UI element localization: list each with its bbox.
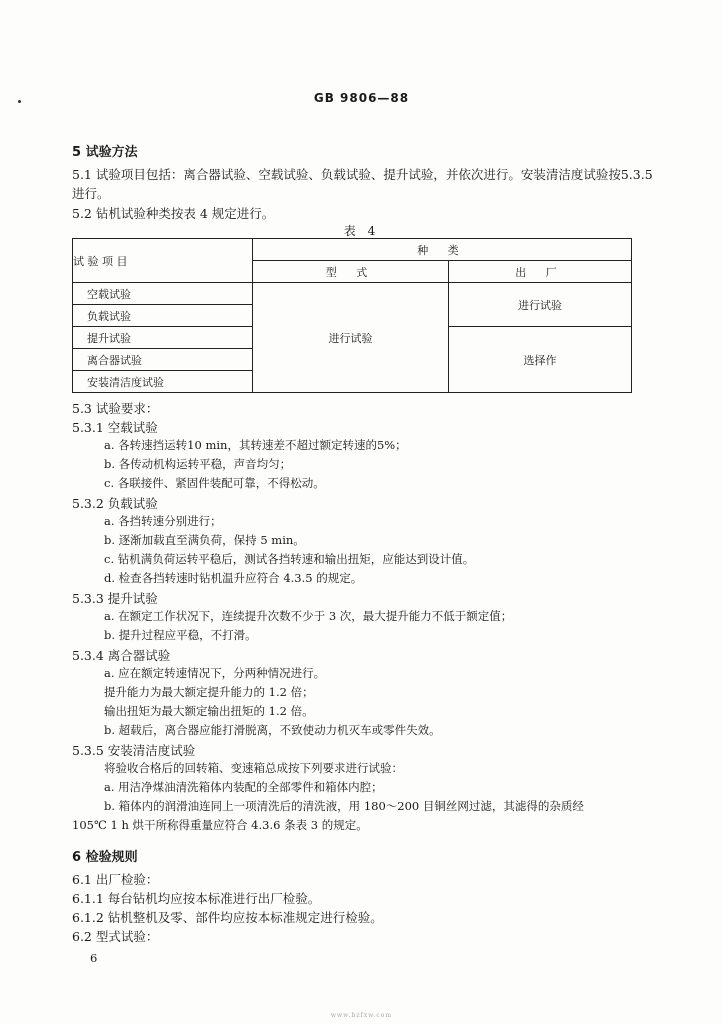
clause-5-1: 5.1 试验项目包括：离合器试验、空载试验、负载试验、提升试验，并依次进行。安装清洁度试验按5.3.5 xyxy=(72,167,653,182)
clause-5-3-4-line1: 提升能力为最大额定提升能力的 1.2 倍； xyxy=(104,685,314,699)
clause-5-3-5: 5.3.5 安装清洁度试验 xyxy=(72,743,196,758)
factory-test-value-1: 进行试验 xyxy=(449,283,632,327)
clause-5-3-4-b: b. 超载后，离合器应能打滑脱离，不致使动力机灭车或零件失效。 xyxy=(104,723,441,737)
clause-5-3-2: 5.3.2 负载试验 xyxy=(72,496,158,511)
clause-5-3-4-a: a. 应在额定转速情况下，分两种情况进行。 xyxy=(104,666,326,680)
clause-5-3: 5.3 试验要求： xyxy=(72,401,159,416)
clause-6-1-1: 6.1.1 每台钻机均应按本标准进行出厂检验。 xyxy=(72,891,321,906)
section-6-title: 6 检验规则 xyxy=(72,850,138,865)
header-test-item: 试 验 项 目 xyxy=(73,239,253,283)
table-row-label: 提升试验 xyxy=(73,327,253,349)
table-caption: 表 4 xyxy=(343,224,380,238)
clause-5-3-2-b: b. 逐渐加载直至满负荷，保持 5 min。 xyxy=(104,533,305,547)
clause-5-3-2-d: d. 检查各挡转速时钻机温升应符合 4.3.5 的规定。 xyxy=(104,571,363,585)
clause-5-3-2-a: a. 各挡转速分别进行； xyxy=(104,514,222,528)
clause-6-1: 6.1 出厂检验： xyxy=(72,872,159,887)
factory-test-value-2: 选择作 xyxy=(449,327,632,393)
table-row-label: 安装清洁度试验 xyxy=(73,371,253,393)
type-test-value: 进行试验 xyxy=(253,283,449,393)
clause-6-1-2: 6.1.2 钻机整机及零、部件均应按本标准规定进行检验。 xyxy=(72,910,383,925)
footer-watermark: www.bzfxw.com xyxy=(330,1012,393,1019)
clause-5-3-5-intro: 将验收合格后的回转箱、变速箱总成按下列要求进行试验： xyxy=(104,761,403,775)
clause-5-1-cont: 进行。 xyxy=(72,186,110,201)
table-row-label: 负载试验 xyxy=(73,305,253,327)
table-row-label: 空载试验 xyxy=(73,283,253,305)
clause-5-3-3-a: a. 在额定工作状况下，连续提升次数不少于 3 次，最大提升能力不低于额定值； xyxy=(104,609,513,623)
clause-6-2: 6.2 型式试验： xyxy=(72,929,159,944)
clause-5-3-5-b-cont: 105℃ 1 h 烘干所称得重量应符合 4.3.6 条表 3 的规定。 xyxy=(72,818,368,832)
clause-5-3-4: 5.3.4 离合器试验 xyxy=(72,648,171,663)
table-row-label: 离合器试验 xyxy=(73,349,253,371)
header-factory-test: 出 厂 xyxy=(449,261,632,283)
clause-5-3-3: 5.3.3 提升试验 xyxy=(72,591,158,606)
clause-5-3-1-b: b. 各传动机构运转平稳，声音均匀； xyxy=(104,457,292,471)
clause-5-3-1-a: a. 各转速挡运转10 min，其转速差不超过额定转速的5%； xyxy=(104,438,407,452)
page-number: 6 xyxy=(90,951,98,965)
section-5-title: 5 试验方法 xyxy=(72,145,138,160)
clause-5-3-3-b: b. 提升过程应平稳，不打滑。 xyxy=(104,628,257,642)
clause-5-3-5-b: b. 箱体内的润滑油连同上一项清洗后的清洗液，用 180～200 目铜丝网过滤，其滤得的杂质经 xyxy=(104,799,584,813)
clause-5-2: 5.2 钻机试验种类按表 4 规定进行。 xyxy=(72,206,275,221)
standard-number: GB 9806—88 xyxy=(313,91,410,105)
clause-5-3-4-line2: 输出扭矩为最大额定输出扭矩的 1.2 倍。 xyxy=(104,704,314,718)
test-type-table xyxy=(72,238,632,393)
header-kind: 种 类 xyxy=(253,239,632,261)
clause-5-3-2-c: c. 钻机满负荷运转平稳后，测试各挡转速和输出扭矩，应能达到设计值。 xyxy=(104,552,475,566)
clause-5-3-1: 5.3.1 空载试验 xyxy=(72,420,158,435)
clause-5-3-1-c: c. 各联接件、紧固件装配可靠，不得松动。 xyxy=(104,476,325,490)
header-type-test: 型 式 xyxy=(253,261,449,283)
clause-5-3-5-a: a. 用洁净煤油清洗箱体内装配的全部零件和箱体内腔； xyxy=(104,780,383,794)
